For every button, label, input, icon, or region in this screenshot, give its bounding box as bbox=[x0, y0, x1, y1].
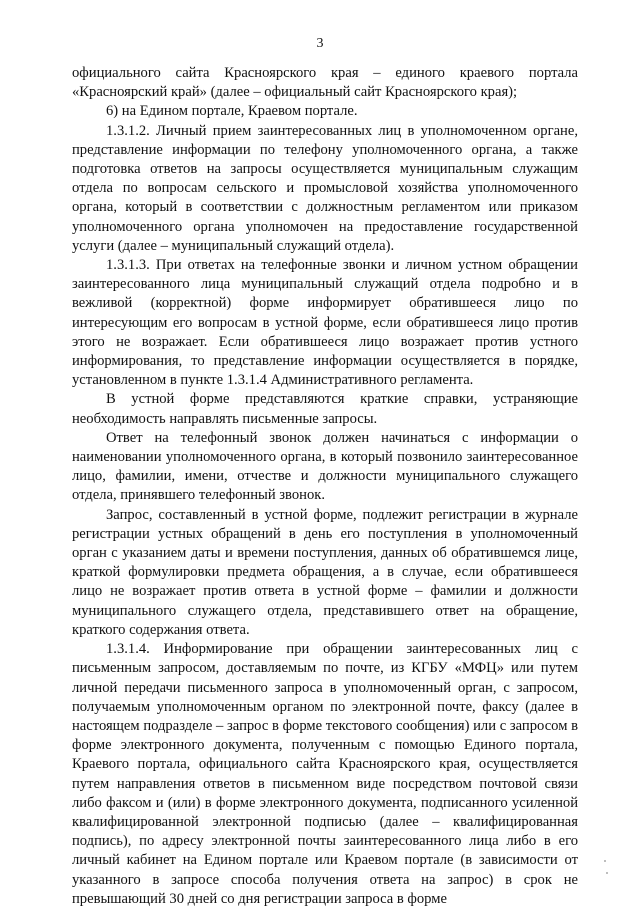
scan-speck bbox=[604, 860, 606, 862]
scan-speck bbox=[606, 872, 608, 874]
paragraph-1: официального сайта Красноярского края – единого краевого портала «Красноярский край» (далее – официальный сайт Красноярского края); bbox=[72, 65, 578, 101]
paragraph-6: Ответ на телефонный звонок должен начинаться с информации о наименовании уполномоченного органа, в который позвонило заинтересованное лицо, фамилии, имени, отчестве и должности муниципального служащего отдела, принявшего телефонный звонок. bbox=[72, 429, 578, 504]
paragraph-4: 1.3.1.3. При ответах на телефонные звонки и личном устном обращении заинтересованного лица муниципальный служащий отдела подробно и в вежливой (корректной) форме информирует обратившееся лицо по интересующим его вопросам в устной форме, если обратившееся лицо против этого не возражает. Если обратившееся лицо возражает против устного информирования, то представление информации осуществляется в порядке, установленном в пункте 1.3.1.4 Административного регламента. bbox=[72, 257, 578, 389]
paragraph-5: В устной форме представляются краткие справки, устраняющие необходимость направлять письменные запросы. bbox=[72, 391, 578, 427]
paragraph-8: 1.3.1.4. Информирование при обращении заинтересованных лиц с письменным запросом, доставляемым по почте, из КГБУ «МФЦ» или путем личной передачи письменного запроса в уполномоченный орган, с запросом, получаемым уполномоченным органом по электронной почте, факсу (далее в настоящем подразделе – запрос в форме текстового сообщения) или с запросом в форме электронного документа, полученным с помощью Единого портала, Краевого портала, официального сайта Красноярского края, осуществляется путем направления ответов в письменном виде посредством почтовой связи либо факсом и (или) в форме электронного документа, подписанного усиленной квалифицированной электронной подписью (далее – квалифицированная подпись), по адресу электронной почты заинтересованного лица либо в его личный кабинет на Едином портале или Краевом портале (в зависимости от указанного в запросе способа получения ответа на запрос) в срок не превышающий 30 дней со дня регистрации запроса в форме bbox=[72, 641, 578, 907]
paragraph-7: Запрос, составленный в устной форме, подлежит регистрации в журнале регистрации устных обращений в день его поступления в уполномоченный орган с указанием даты и времени поступления, данных об обратившемся лице, краткой формулировки предмета обращения, а в случае, если обратившееся лицо не возражает против ответа в устной форме – фамилии и должности муниципального служащего отдела, представившего ответ на обращение, краткого содержания ответа. bbox=[72, 506, 578, 638]
paragraph-3: 1.3.1.2. Личный прием заинтересованных лиц в уполномоченном органе, представление информации по телефону уполномоченного органа, а также подготовка ответов на запросы осуществляется муниципальным служащим отдела по вопросам сельского и промысловой хозяйства уполномоченного органа, который в соответствии с должностным регламентом или приказом уполномоченного органа уполномочен на предоставление государственной услуги (далее – муниципальный служащий отдела). bbox=[72, 122, 578, 254]
document-body bbox=[72, 64, 578, 909]
page-number: 3 bbox=[316, 36, 324, 51]
paragraph-2: 6) на Едином портале, Краевом портале. bbox=[106, 103, 358, 120]
